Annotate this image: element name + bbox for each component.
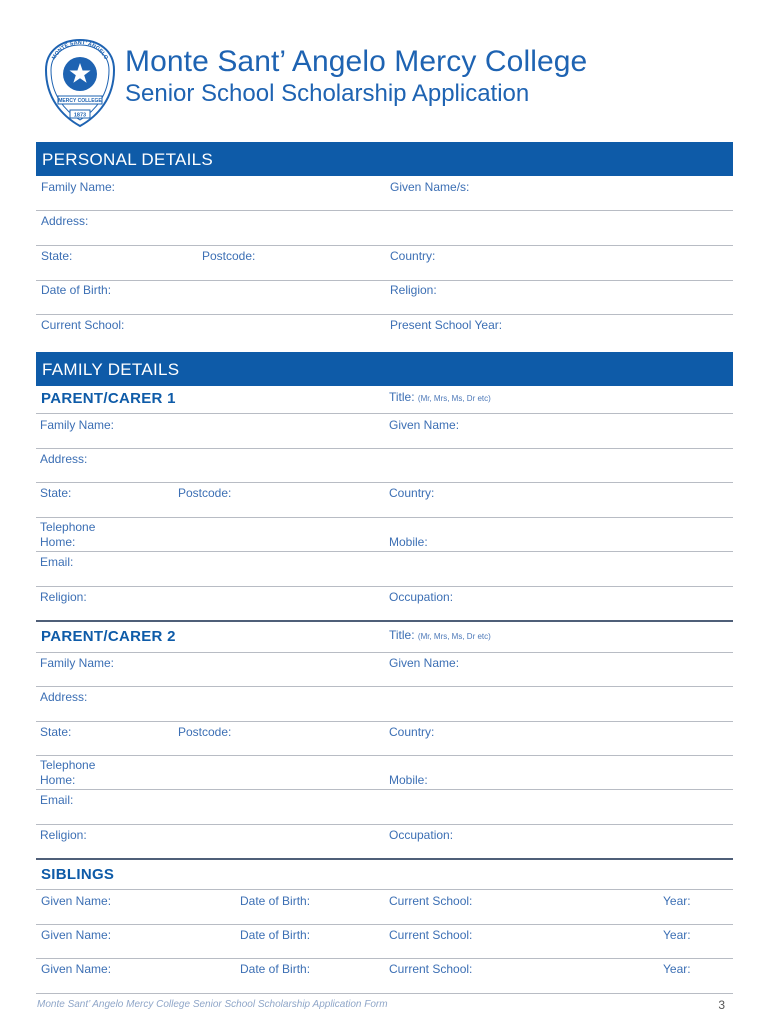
parent2-state-field[interactable]: State: — [40, 725, 72, 739]
parent1-postcode-field[interactable]: Postcode: — [178, 486, 232, 500]
divider — [36, 517, 733, 518]
parent2-country-field[interactable]: Country: — [389, 725, 435, 739]
divider — [36, 586, 733, 587]
home-label: Home: — [40, 773, 76, 787]
sibling1-school-field[interactable]: Current School: — [389, 894, 473, 908]
title-label: Title: — [389, 390, 415, 404]
personal-current-school-field[interactable]: Current School: — [41, 318, 125, 332]
personal-dob-field[interactable]: Date of Birth: — [41, 283, 112, 297]
personal-religion-field[interactable]: Religion: — [390, 283, 437, 297]
parent2-address-field[interactable]: Address: — [40, 690, 88, 704]
divider — [36, 858, 733, 860]
form-subtitle: Senior School Scholarship Application — [125, 80, 530, 107]
divider — [36, 924, 733, 925]
parent1-family-name-field[interactable]: Family Name: — [40, 418, 115, 432]
divider — [36, 755, 733, 756]
divider — [36, 413, 733, 414]
page-number: 3 — [718, 998, 725, 1012]
crest-text-top: MONTE SANT' ANGELO — [51, 39, 109, 61]
siblings-heading: SIBLINGS — [41, 866, 115, 883]
personal-given-names-field[interactable]: Given Name/s: — [390, 180, 470, 194]
sibling1-given-name-field[interactable]: Given Name: — [41, 894, 112, 908]
parent1-state-field[interactable]: State: — [40, 486, 72, 500]
college-crest-logo — [40, 36, 120, 132]
personal-country-field[interactable]: Country: — [390, 249, 436, 263]
parent2-title-field[interactable] — [389, 628, 491, 644]
personal-address-field[interactable]: Address: — [41, 214, 89, 228]
parent1-religion-field[interactable]: Religion: — [40, 590, 87, 604]
sibling2-year-field[interactable]: Year: — [663, 928, 691, 942]
crest-text-bottom: MERCY COLLEGE — [58, 98, 102, 104]
crest-year: 1873 — [73, 112, 87, 119]
sibling1-year-field[interactable]: Year: — [663, 894, 691, 908]
home-label: Home: — [40, 535, 76, 549]
sibling3-year-field[interactable]: Year: — [663, 962, 691, 976]
parent2-religion-field[interactable]: Religion: — [40, 828, 87, 842]
parent2-given-name-field[interactable]: Given Name: — [389, 656, 460, 670]
parent2-mobile-field[interactable]: Mobile: — [389, 773, 428, 787]
parent1-email-field[interactable]: Email: — [40, 555, 74, 569]
parent2-email-field[interactable]: Email: — [40, 793, 74, 807]
sibling3-given-name-field[interactable]: Given Name: — [41, 962, 112, 976]
divider — [36, 721, 733, 722]
title-hint: (Mr, Mrs, Ms, Dr etc) — [417, 394, 491, 403]
parent1-mobile-field[interactable]: Mobile: — [389, 535, 428, 549]
divider — [36, 482, 733, 483]
parent2-family-name-field[interactable]: Family Name: — [40, 656, 115, 670]
sibling2-given-name-field[interactable]: Given Name: — [41, 928, 112, 942]
personal-family-name-field[interactable]: Family Name: — [41, 180, 116, 194]
personal-state-field[interactable]: State: — [41, 249, 73, 263]
sibling3-dob-field[interactable]: Date of Birth: — [240, 962, 311, 976]
parent1-occupation-field[interactable]: Occupation: — [389, 590, 454, 604]
parent2-telephone-home-field[interactable] — [40, 758, 95, 788]
divider — [36, 958, 733, 959]
divider — [36, 620, 733, 622]
parent2-heading: PARENT/CARER 2 — [41, 628, 176, 645]
divider — [36, 280, 733, 281]
sibling3-school-field[interactable]: Current School: — [389, 962, 473, 976]
divider — [36, 210, 733, 211]
divider — [36, 789, 733, 790]
parent1-address-field[interactable]: Address: — [40, 452, 88, 466]
divider — [36, 652, 733, 653]
personal-postcode-field[interactable]: Postcode: — [202, 249, 256, 263]
sibling1-dob-field[interactable]: Date of Birth: — [240, 894, 311, 908]
section-personal-details-header: PERSONAL DETAILS — [36, 142, 733, 176]
title-label: Title: — [389, 628, 415, 642]
parent1-given-name-field[interactable]: Given Name: — [389, 418, 460, 432]
parent1-telephone-home-field[interactable] — [40, 520, 95, 550]
telephone-label: Telephone — [40, 520, 96, 534]
parent2-occupation-field[interactable]: Occupation: — [389, 828, 454, 842]
section-family-details-header: FAMILY DETAILS — [36, 352, 733, 386]
divider — [36, 889, 733, 890]
divider — [36, 686, 733, 687]
divider — [36, 245, 733, 246]
college-title: Monte Sant’ Angelo Mercy College — [125, 45, 588, 78]
personal-present-year-field[interactable]: Present School Year: — [390, 318, 503, 332]
parent1-title-field[interactable] — [389, 390, 491, 406]
divider — [36, 551, 733, 552]
divider — [36, 824, 733, 825]
title-hint: (Mr, Mrs, Ms, Dr etc) — [417, 632, 491, 641]
sibling2-dob-field[interactable]: Date of Birth: — [240, 928, 311, 942]
parent1-country-field[interactable]: Country: — [389, 486, 435, 500]
divider — [36, 314, 733, 315]
divider — [36, 448, 733, 449]
parent1-heading: PARENT/CARER 1 — [41, 390, 176, 407]
divider — [36, 993, 733, 994]
parent2-postcode-field[interactable]: Postcode: — [178, 725, 232, 739]
sibling2-school-field[interactable]: Current School: — [389, 928, 473, 942]
footer-form-title: Monte Sant’ Angelo Mercy College Senior School Scholarship Application Form — [37, 999, 388, 1010]
telephone-label: Telephone — [40, 758, 96, 772]
